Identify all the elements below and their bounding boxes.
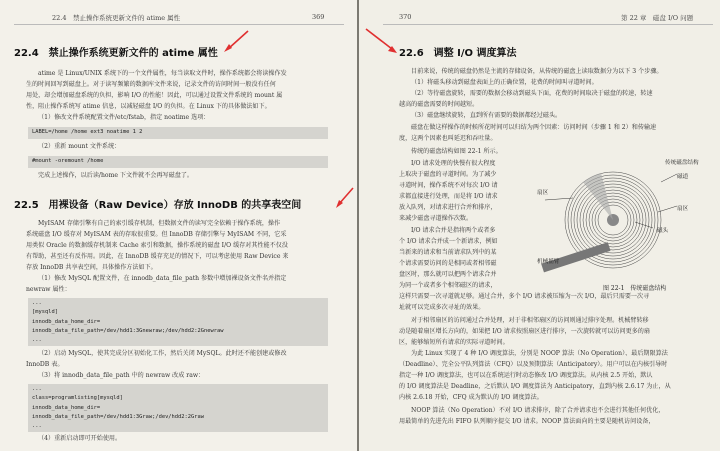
label-track: 磁道: [677, 174, 689, 180]
code-block-mysqld-newraw: ... [mysqld] innodb_data_home_dir= innodb_data_file_path=/dev/hdd1:3Gnewraw;/dev/hdd2:2Gnewraw ...: [28, 298, 328, 346]
paragraph-line: 求都直接进行处理，而是将 I/O 请求: [399, 193, 498, 200]
right-page-number: 370: [399, 13, 412, 21]
paragraph-line: 盘区时，那么就可以把两个请求合并: [399, 271, 497, 278]
left-running-header: 22.4 禁止操作系统更新文件的 atime 属性: [52, 14, 181, 22]
red-arrow-icon: [364, 26, 400, 56]
left-page: [0, 0, 357, 451]
paragraph-line: 有帮助，甚至还有反作用。因此，在 InnoDB 缓存充足的情况下，可以考虑使用 Raw Device 来: [26, 253, 289, 260]
paragraph-line: 个请求需要访问的是相同或者相邻磁: [399, 260, 497, 267]
red-arrow-icon: [334, 186, 356, 210]
header-rule: [383, 24, 713, 25]
paragraph-line: 个 I/O 请求合并成一个新请求，例如: [399, 238, 498, 245]
section-22-5-title: 22.5 用裸设备（Raw Device）存放 InnoDB 的共享表空间: [14, 200, 302, 211]
paragraph-line: （4）重新启动即可开始使用。: [38, 435, 122, 442]
paragraph-line: 的 I/O 调度算法是 Deadline，之后默认 I/O 调度算法为 Anticipatory，直到内核 2.6.17 为止，从: [399, 383, 671, 390]
paragraph-line: 系统磁盘 I/O 缓存对 MyISAM 表的存取很重要。但 InnoDB 存储引擎与 MyISAM 不同，它采: [26, 231, 287, 238]
code-block-fstab: LABEL=/home /home ext3 noatime 1 2: [28, 127, 328, 139]
paragraph-line: 址就可以完成多次寻址的效果。: [399, 304, 485, 311]
paragraph-line: 为此 Linux 实现了 4 种 I/O 调度算法，分别是 NOOP 算法（No Operation）、最后期限算法: [411, 350, 668, 357]
left-page-number: 369: [312, 13, 325, 21]
paragraph-line: 来减少磁盘寻道操作次数。: [399, 215, 473, 222]
paragraph-line: 用处，却会增加磁盘系统的负担，影响 I/O 的性能！因此，可以通过设置文件系统的 mount 属: [26, 92, 283, 99]
paragraph-line: 用最简单的先进先出 FIFO 队列顺序提交 I/O 请求。NOOP 算法面向的主要是随机访问设备，: [399, 418, 655, 425]
paragraph-line: InnoDB 表。: [26, 361, 64, 368]
paragraph-line: 内核 2.6.18 开始，CFQ 成为默认的 I/O 调度算法。: [399, 394, 543, 401]
paragraph-line: 动是随着扇区增长方向的，如果把 I/O 请求按照扇区进行排序，一次旋转就可以访问更多的扇: [399, 328, 650, 335]
paragraph-line: （2）重新 mount 文件系统：: [38, 143, 121, 150]
header-rule: [14, 24, 344, 25]
section-22-6-title: 22.6 调整 I/O 调度算法: [399, 48, 517, 59]
label-arm: 机械摇臂: [537, 259, 560, 265]
paragraph-line: （3）磁盘继续旋转，直到所有需要的数据都经过磁头。: [411, 112, 562, 119]
paragraph-line: 上取决于磁盘的寻道时间。为了减少: [399, 171, 497, 178]
paragraph-line: （3）将 innodb_data_file_path 中的 newraw 改成 raw：: [38, 372, 205, 379]
paragraph-line: 目前来说，传统的磁盘仍然是主流的存储设备，从传统的磁盘上读取数据分为以下 3 个步骤。: [411, 68, 663, 75]
right-page: [359, 0, 720, 451]
paragraph-line: 为同一个或者多个相邻磁区的请求，: [399, 282, 497, 289]
paragraph-line: （2）等待磁盘旋转，需要的数据会移动到磁头下面，花费的时间取决于磁盘的转速，转速: [411, 90, 653, 97]
label-head: 磁头: [657, 228, 669, 234]
paragraph-line: I/O 请求处理的快慢有很大程度: [411, 160, 496, 167]
paragraph-line: （2）启动 MySQL，使其完成分区初始化工作，然后关闭 MySQL。此时还不能创建或修改: [38, 350, 287, 357]
paragraph-line: 度，这两个因素也叫延迟和吞吐量。: [399, 135, 497, 142]
paragraph-line: 传统的磁盘结构如图 22-1 所示。: [411, 148, 502, 155]
paragraph-line: MyISAM 存储引擎有自己的索引缓存机制，但数据文件的读写完全依赖于操作系统，操作: [38, 220, 281, 227]
paragraph-line: 用类似 Oracle 的数据缓存机制来 Cache 索引和数据，操作系统的磁盘 I/O 缓存对其性能不仅没: [26, 242, 288, 249]
paragraph-line: 磁盘在做这样操作的时候所花时间可以归结为两个因素：访问时间（步骤 1 和 2）和传输速: [411, 124, 657, 131]
paragraph-line: 当新来的请求和当前请求队列中的某: [399, 249, 497, 256]
paragraph-line: 越高的磁盘需要的时间越短。: [399, 101, 479, 108]
figure-title: 传统磁盘结构: [665, 160, 699, 166]
paragraph-line: （1）修改文件系统配置文件/etc/fstab，指定 noatime 选项：: [38, 114, 210, 121]
paragraph-line: I/O 请求合并是指将两个或者多: [411, 227, 496, 234]
label-sector-left: 扇区: [537, 190, 549, 196]
code-block-mysqld-raw: ... class=programlisting[mysqld] innodb_data_home_dir= innodb_data_file_path=/dev/hdd1:3Graw;/dev/hdd2:2Graw ...: [28, 384, 328, 432]
paragraph-line: 这样只需要一次寻道就足够。通过合并，多个 I/O 请求被压缩为一次 I/O，最后只需要一次寻: [399, 293, 650, 300]
figure-caption: 图 22-1 传统磁盘结构: [603, 285, 667, 292]
paragraph-line: （1）修改 MySQL 配置文件，在 innodb_data_file_path 参数中增加裸设备文件名并指定: [38, 275, 287, 282]
paragraph-line: 存放 InnoDB 共享表空间，具体操作方法如下。: [26, 264, 157, 271]
section-22-4-title: 22.4 禁止操作系统更新文件的 atime 属性: [14, 48, 218, 59]
red-arrow-icon: [222, 28, 252, 54]
paragraph-line: 完成上述操作，以后读/home 下文件就不会再写磁盘了。: [38, 172, 194, 179]
label-sector-right: 扇区: [677, 206, 689, 212]
paragraph-line: 指定一种 I/O 调度算法，也可以在系统运行时动态修改 I/O 调度算法。从内核 2.5 开始，默认: [399, 372, 653, 379]
paragraph-line: 生的时间回写到磁盘上。对于读写频繁的数据库文件来说，记录文件的访问时间一般没有任何: [26, 81, 276, 88]
code-block-mount: #mount -oremount /home: [28, 156, 328, 168]
paragraph-line: 区，能够缩短所有请求的实际寻道时间。: [399, 339, 509, 346]
paragraph-line: 寻道时间，操作系统不对每次 I/O 请: [399, 182, 498, 189]
paragraph-line: newraw 属性：: [26, 286, 71, 293]
paragraph-line: 性，阻止操作系统写 atime 信息，以减轻磁盘 I/O 的负担。在 Linux 下的具体做法如下。: [26, 103, 271, 110]
paragraph-line: 对于相邻扇区的访问通过合并处理，对于非相邻扇区的访问则通过排序处理。机械臂转移: [411, 317, 649, 324]
paragraph-line: NOOP 算法（No Operation）不对 I/O 请求排序，除了合并请求也不会进行其他任何优化，: [411, 407, 665, 414]
paragraph-line: atime 是 Linux/UNIX 系统下的一个文件属性，每当读取文件时，操作系统都会将读操作发: [38, 70, 287, 77]
paragraph-line: 放入队列，对请求进行合并和排序，: [399, 204, 497, 211]
paragraph-line: （1）将磁头移动到磁盘表面上的正确位置，花费的时间叫寻道时间。: [411, 79, 598, 86]
right-running-header: 第 22 章 磁盘 I/O 问题: [621, 14, 694, 22]
paragraph-line: （Deadline）、完全公平队列算法（CFQ）以及预期算法（Anticipatory）。用户可以在内核引导时: [399, 361, 668, 368]
